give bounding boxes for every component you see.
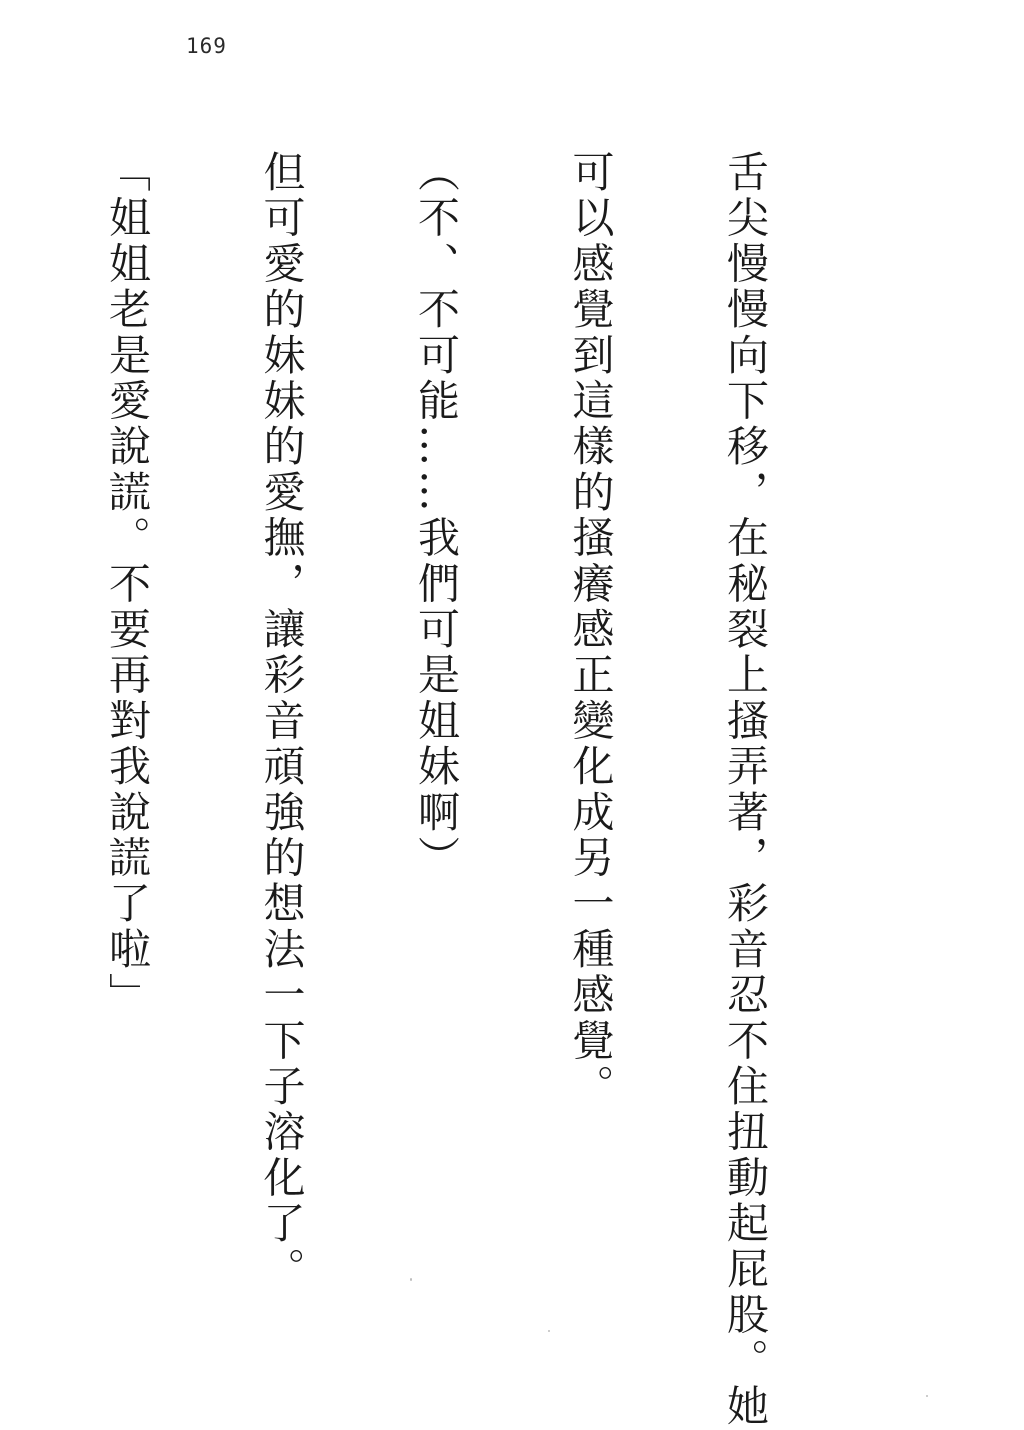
text-line: （不、不可能……我們可是姐妹啊） — [412, 150, 461, 882]
page-number: 169 — [186, 34, 227, 58]
scan-speck — [410, 1278, 412, 1281]
vertical-text-body — [0, 150, 874, 1430]
text-line: 但可愛的妹妹的愛撫，讓彩音頑強的想法一下子溶化了。 — [257, 150, 307, 1293]
scan-speck — [926, 1395, 928, 1397]
scan-speck — [548, 1330, 550, 1332]
text-line: 「姐姐老是愛說謊。不要再對我說謊了啦」 — [103, 150, 152, 1019]
text-line: 舌尖慢慢向下移，在秘裂上搔弄著，彩音忍不住扭動起屁股。她 — [721, 150, 770, 1430]
text-line: 可以感覺到這樣的搔癢感正變化成另一種感覺。 — [566, 150, 616, 1110]
